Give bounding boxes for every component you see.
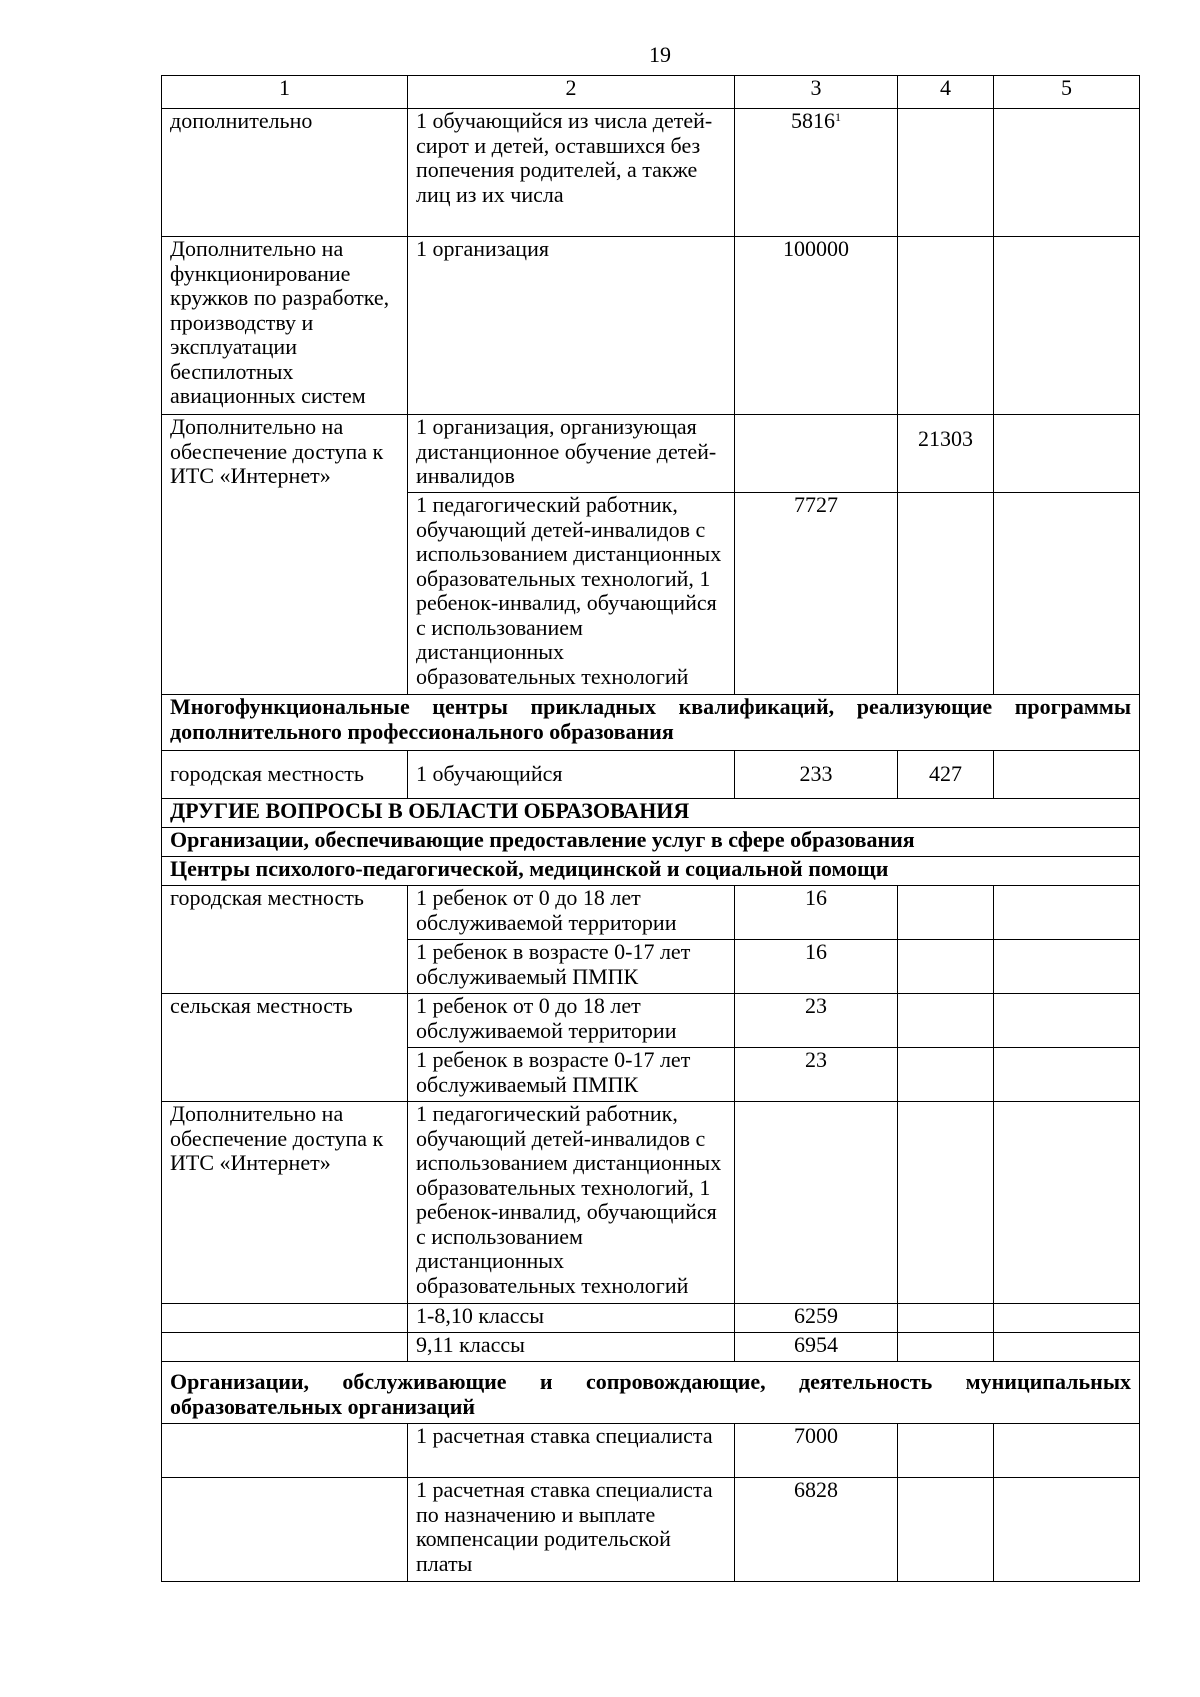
- column-number-row: [162, 76, 1140, 109]
- row-unit: 1-8,10 классы: [408, 1304, 735, 1333]
- section-heading: ДРУГИЕ ВОПРОСЫ В ОБЛАСТИ ОБРАЗОВАНИЯ: [162, 799, 1140, 828]
- row-value-3: 100000: [735, 237, 898, 415]
- column-number: 5: [994, 76, 1140, 109]
- row-unit: 1 организация: [408, 237, 735, 415]
- row-value-4: [898, 1478, 994, 1582]
- row-category: дополнительно: [162, 109, 408, 237]
- row-value-3: [735, 1102, 898, 1304]
- row-value-4: [898, 237, 994, 415]
- row-value-4: 427: [898, 751, 994, 799]
- row-category: Дополнительно на обеспечение доступа к ИТС «Интернет»: [162, 1102, 408, 1304]
- row-unit: 1 ребенок от 0 до 18 лет обслуживаемой территории: [408, 886, 735, 940]
- row-unit: 1 ребенок от 0 до 18 лет обслуживаемой территории: [408, 994, 735, 1048]
- row-unit: 1 педагогический работник, обучающий детей-инвалидов с использованием дистанционных образовательных технологий, 1 ребенок-инвалид, обучающийся с использованием дистанционных образовательных технологий: [408, 1102, 735, 1304]
- row-value-4: [898, 1424, 994, 1478]
- row-category: [162, 1333, 408, 1362]
- table-row: [162, 237, 1140, 415]
- row-value-3: 16: [735, 940, 898, 994]
- row-value-5: [994, 1333, 1140, 1362]
- row-value-5: [994, 886, 1140, 940]
- row-category: [162, 1424, 408, 1478]
- row-value-4: [898, 1048, 994, 1102]
- row-value-5: [994, 237, 1140, 415]
- row-category: городская местность: [162, 886, 408, 994]
- row-value-4: [898, 1333, 994, 1362]
- norms-table: [161, 75, 1140, 1582]
- row-value-3: 23: [735, 1048, 898, 1102]
- row-value-3: 7727: [735, 493, 898, 695]
- table-row: [162, 886, 1140, 940]
- row-category: Дополнительно на обеспечение доступа к ИТС «Интернет»: [162, 415, 408, 695]
- row-value-5: [994, 940, 1140, 994]
- row-value-5: [994, 751, 1140, 799]
- table-row: [162, 1333, 1140, 1362]
- row-value-5: [994, 994, 1140, 1048]
- column-number: 1: [162, 76, 408, 109]
- section-heading-row: [162, 857, 1140, 886]
- row-unit: 1 ребенок в возрасте 0-17 лет обслуживаемый ПМПК: [408, 1048, 735, 1102]
- row-value-5: [994, 109, 1140, 237]
- row-value-3: 6828: [735, 1478, 898, 1582]
- section-heading: Организации, обеспечивающие предоставление услуг в сфере образования: [162, 828, 1140, 857]
- row-category: [162, 1478, 408, 1582]
- table-row: [162, 1304, 1140, 1333]
- row-category: Дополнительно на функционирование кружков по разработке, производству и эксплуатации беспилотных авиационных систем: [162, 237, 408, 415]
- table-row: [162, 1102, 1140, 1304]
- row-value-5: [994, 1102, 1140, 1304]
- row-value-4: [898, 1304, 994, 1333]
- row-unit: 1 педагогический работник, обучающий детей-инвалидов с использованием дистанционных образовательных технологий, 1 ребенок-инвалид, обучающийся с использованием дистанционных образовательных технологий: [408, 493, 735, 695]
- page-number: 19: [649, 42, 671, 67]
- row-unit: 1 обучающийся: [408, 751, 735, 799]
- table-row: [162, 415, 1140, 493]
- section-heading-row: [162, 828, 1140, 857]
- table-row: [162, 994, 1140, 1048]
- row-value-5: [994, 1478, 1140, 1582]
- row-value-3: 233: [735, 751, 898, 799]
- footnote-mark: 1: [835, 110, 841, 124]
- column-number: 3: [735, 76, 898, 109]
- row-value-4: [898, 940, 994, 994]
- row-value-3: [735, 109, 898, 237]
- row-unit: 1 обучающийся из числа детей-сирот и детей, оставшихся без попечения родителей, а также лиц из их числа: [408, 109, 735, 237]
- row-value-4: 21303: [898, 415, 994, 493]
- row-value-5: [994, 493, 1140, 695]
- row-value-4: [898, 994, 994, 1048]
- row-value-3: 6954: [735, 1333, 898, 1362]
- column-number: 4: [898, 76, 994, 109]
- row-category: [162, 1304, 408, 1333]
- row-value-5: [994, 1048, 1140, 1102]
- row-unit: 1 расчетная ставка специалиста по назначению и выплате компенсации родительской платы: [408, 1478, 735, 1582]
- row-value-3: 23: [735, 994, 898, 1048]
- section-heading-row: [162, 695, 1140, 751]
- section-heading-row: [162, 1362, 1140, 1424]
- row-category: сельская местность: [162, 994, 408, 1102]
- section-heading: Организации, обслуживающие и сопровождающие, деятельность муниципальных образовательных организаций: [162, 1362, 1140, 1424]
- row-value-4: [898, 1102, 994, 1304]
- row-value-3: 7000: [735, 1424, 898, 1478]
- value-text: 5816: [791, 108, 835, 133]
- row-unit: 9,11 классы: [408, 1333, 735, 1362]
- table-row: [162, 109, 1140, 237]
- row-category: городская местность: [162, 751, 408, 799]
- table-row: [162, 1424, 1140, 1478]
- table-row: [162, 751, 1140, 799]
- column-number: 2: [408, 76, 735, 109]
- row-value-3: [735, 415, 898, 493]
- table-row: [162, 1478, 1140, 1582]
- row-value-4: [898, 886, 994, 940]
- section-heading-row: [162, 799, 1140, 828]
- row-value-4: [898, 493, 994, 695]
- row-value-3: 16: [735, 886, 898, 940]
- row-unit: 1 организация, организующая дистанционное обучение детей-инвалидов: [408, 415, 735, 493]
- row-value-4: [898, 109, 994, 237]
- row-value-5: [994, 1424, 1140, 1478]
- row-value-3: 6259: [735, 1304, 898, 1333]
- row-value-5: [994, 1304, 1140, 1333]
- row-unit: 1 расчетная ставка специалиста: [408, 1424, 735, 1478]
- section-heading: Многофункциональные центры прикладных квалификаций, реализующие программы дополнительного профессионального образования: [162, 695, 1140, 751]
- row-value-5: [994, 415, 1140, 493]
- row-unit: 1 ребенок в возрасте 0-17 лет обслуживаемый ПМПК: [408, 940, 735, 994]
- section-heading: Центры психолого-педагогической, медицинской и социальной помощи: [162, 857, 1140, 886]
